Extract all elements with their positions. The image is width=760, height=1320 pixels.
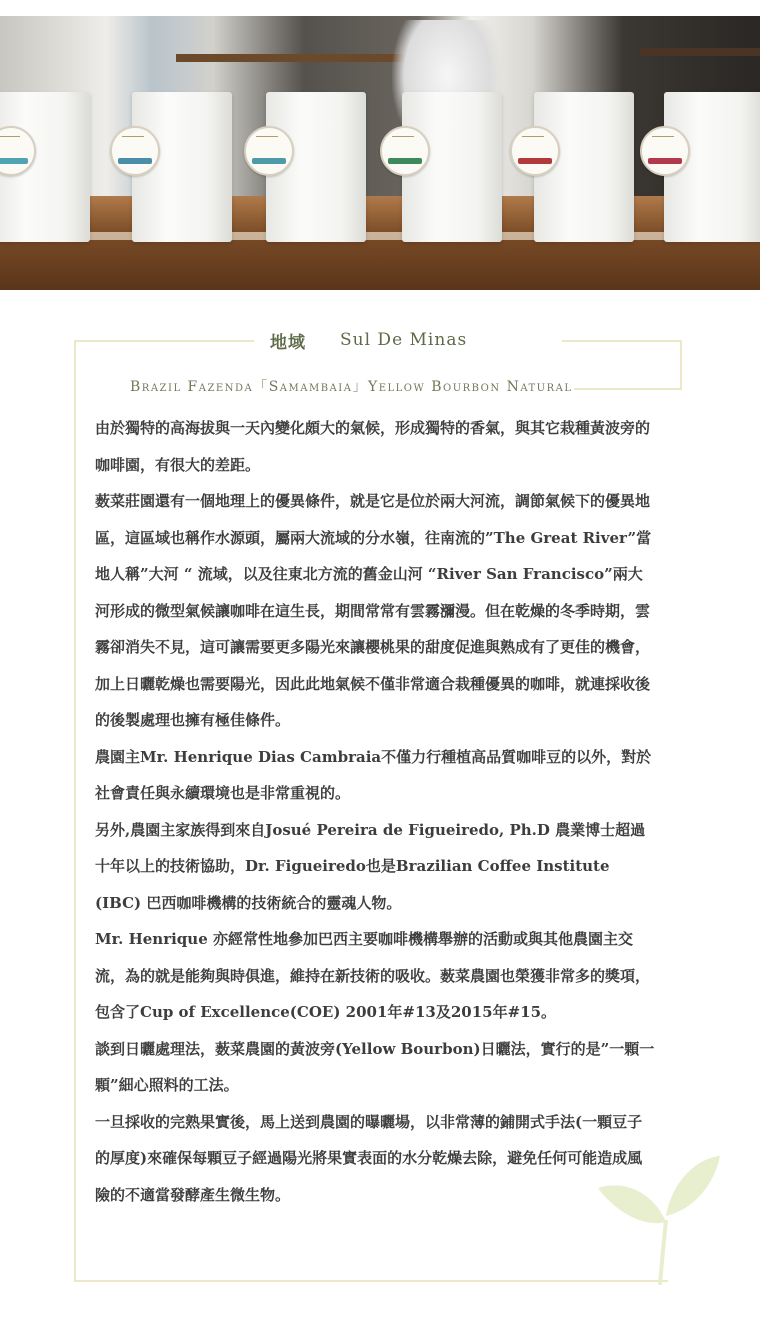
coffee-bag (132, 92, 232, 242)
coffee-bag (0, 92, 90, 242)
section-heading (270, 326, 467, 354)
counter-edge (0, 232, 760, 240)
coffee-bag (402, 92, 502, 242)
coffee-bag (664, 92, 760, 242)
coffee-bag-tag (110, 126, 160, 176)
region-label: 地域 (270, 332, 306, 353)
paragraph: 由於獨特的高海拔與一天內變化頗大的氣候，形成獨特的香氣，與其它栽種黃波旁的咖啡園，有很大的差距。 (95, 419, 651, 474)
article-body (95, 410, 655, 1213)
frame-bottom-line (74, 1280, 668, 1282)
region-name: Sul De Minas (340, 330, 468, 350)
cafe-wall (0, 16, 760, 206)
paragraph: 一旦採收的完熟果實後，馬上送到農園的曝曬場，以非常薄的鋪開式手法(一顆豆子的厚度)來確保每顆豆子經過陽光將果實表面的水分乾燥去除，避免任何可能造成風險的不適當發酵產生微生物。 (95, 1112, 643, 1204)
coffee-bag-tag (510, 126, 560, 176)
frame-left-line (74, 340, 76, 1282)
photo-top-margin (0, 0, 760, 16)
paragraph: Mr. Henrique 亦經常性地參加巴西主要咖啡機構舉辦的活動或與其他農園主交流，為的就是能夠與時俱進，維持在新技術的吸收。薮菜農園也榮獲非常多的獎項，包含了Cup of Excellence(COE) 2001年#13及2015年#15。 (95, 930, 651, 1021)
frame-top-left-line (74, 340, 254, 342)
paragraph: 薮菜莊園還有一個地理上的優異條件，就是它是位於兩大河流，調節氣候下的優異地區，這區域也稱作水源頭，屬兩大流域的分水嶺，往南流的”The Great River”當地人稱”大河 “ 流域，以及往東北方流的舊金山河 “River San Francisco”兩大河形成的微型氣候讓咖啡在這生長，期間常常有雲霧瀰漫。但在乾燥的冬季時期，雲霧卻消失不見，這可讓需要更多陽光來讓櫻桃果的甜度促進與熟成有了更佳的機會，加上日曬乾燥也需要陽光，因此此地氣候不僅非常適合栽種優異的咖啡，就連採收後的後製處理也擁有極佳條件。 (95, 492, 652, 729)
coffee-bag (266, 92, 366, 242)
coffee-bag-tag (380, 126, 430, 176)
shelf (640, 48, 760, 56)
frame-top-right-line (562, 340, 682, 342)
coffee-bag-tag (0, 126, 36, 176)
coffee-bag-tag (640, 126, 690, 176)
paragraph: 農園主Mr. Henrique Dias Cambraia不僅力行種植高品質咖啡豆的以外，對於社會責任與永續環境也是非常重視的。 (95, 747, 652, 802)
frame-right-bottom-line (574, 388, 682, 390)
sprout-icon (592, 1150, 722, 1285)
paragraph: 談到日曬處理法，薮菜農園的黃波旁(Yellow Bourbon)日曬法，實行的是”一顆一顆”細心照料的工法。 (95, 1039, 655, 1094)
wooden-counter (0, 196, 760, 290)
coffee-subtitle: Brazil Fazenda「Samambaia」Yellow Bourbon Natural (130, 379, 573, 395)
coffee-bag (534, 92, 634, 242)
paragraph: 另外,農園主家族得到來自Josué Pereira de Figueiredo, Ph.D 農業博士超過十年以上的技術協助，Dr. Figueiredo也是Brazilian Coffee Institute (IBC) 巴西咖啡機構的技術統合的靈魂人物。 (95, 820, 646, 912)
hero-photo (0, 0, 760, 290)
coffee-bag-tag (244, 126, 294, 176)
frame-right-line (680, 340, 682, 390)
